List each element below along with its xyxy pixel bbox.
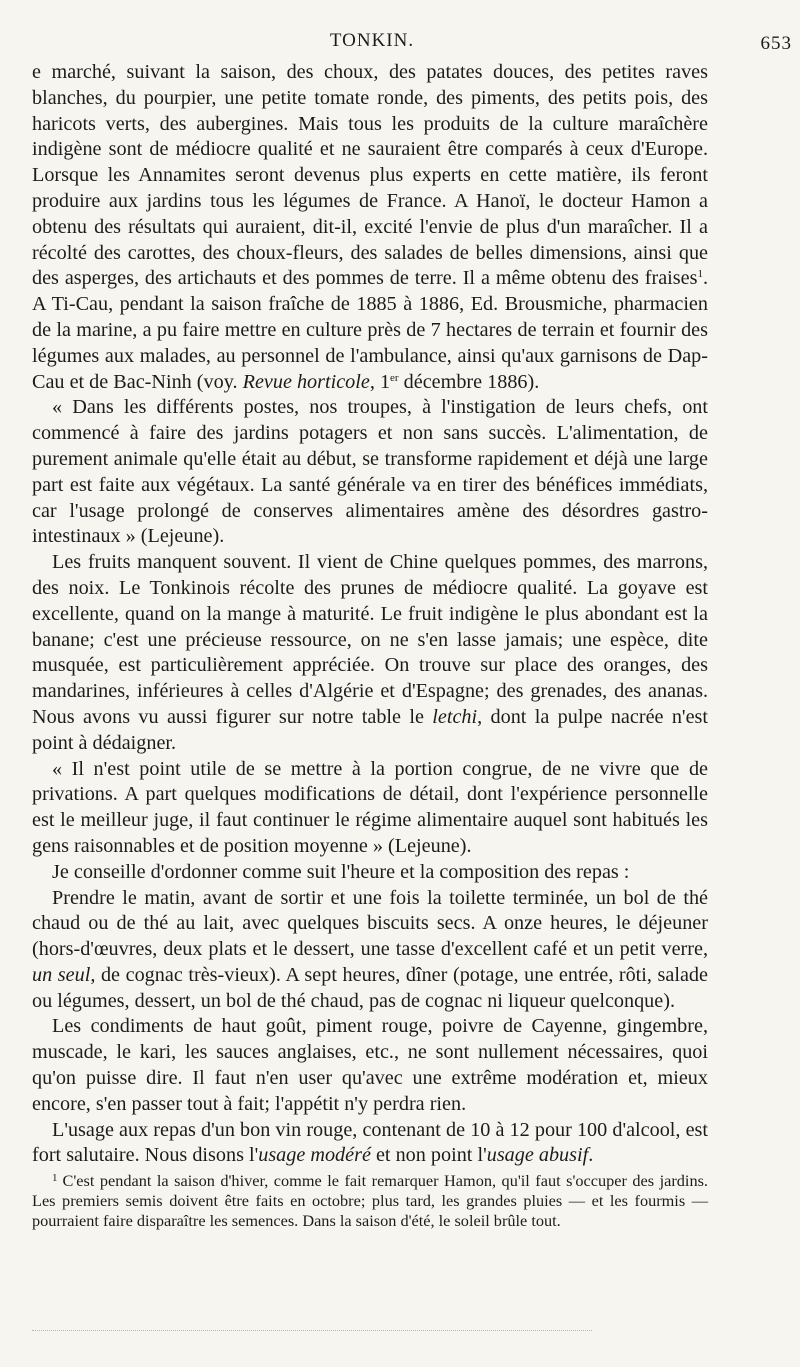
- italic-text: un seul: [32, 963, 91, 986]
- footnote: [32, 1169, 712, 1230]
- text-run: L'usage aux repas d'un bon vin rouge, contenant de 10 à 12 pour 100 d'alcool, est fort salutaire. Nous disons l': [32, 1118, 708, 1167]
- running-head: [32, 30, 792, 60]
- superscript: er: [390, 371, 399, 384]
- footnote-marker: 1: [52, 1172, 58, 1185]
- text-run: Les fruits manquent souvent. Il vient de Chine quelques pommes, des marrons, des noix. Le Tonkinois récolte des prunes de médiocre qualité. La goyave est excellente, quand on la mange à maturité. Le fruit indigène le plus abondant est la banane; c'est une précieuse ressource, on ne s'en lasse jamais; une espèce, dite musquée, est particulièrement appréciée. On trouve sur place des oranges, des mandarines, inférieures à celles d'Algérie et d'Espagne; des grenades, des ananas. Nous avons vu aussi figurer sur notre table le: [32, 551, 708, 728]
- page-number: 653: [760, 33, 792, 54]
- text-run: , de cognac très-vieux). A sept heures, dîner (potage, une entrée, rôti, salade ou légumes, dessert, un bol de thé chaud, pas de cognac ni liqueur quelconque).: [32, 963, 708, 1012]
- text-run: décembre 1886).: [398, 370, 540, 393]
- text-run: , 1: [369, 370, 391, 393]
- body-text: [32, 60, 708, 1169]
- body-paragraph: [32, 395, 708, 550]
- body-paragraph: [32, 60, 708, 395]
- italic-text: Revue horticole: [242, 370, 370, 393]
- running-title: TONKIN.: [329, 30, 415, 51]
- text-run: « Dans les différents postes, nos troupes, à l'instigation de leurs chefs, ont commencé à faire des jardins potagers et non sans succès. L'alimentation, de purement animale qu'elle était au début, se transforme rapidement et déjà une large part est faite aux végétaux. La santé générale va en tirer des bénéfices immédiats, car l'usage prolongé de conserves alimentaires amène des désordres gastro-intestinaux » (Lejeune).: [32, 396, 708, 548]
- text-run: « Il n'est point utile de se mettre à la portion congrue, de ne vivre que de privations. A part quelques modifications de détail, dont l'expérience personnelle est le meilleur juge, il faut continuer le régime alimentaire auquel sont habitués les gens raisonnables et de position moyenne » (Lejeune).: [32, 757, 708, 857]
- footnote-text: C'est pendant la saison d'hiver, comme le fait remarquer Hamon, qu'il faut s'occuper des jardins. Les premiers semis doivent être faits en octobre; plus tard, les grandes pluies — et les fourmis — pourraient faire disparaître les semences. Dans la saison d'été, le soleil brûle tout.: [32, 1171, 708, 1230]
- body-paragraph: [32, 1118, 708, 1170]
- text-run: .: [588, 1144, 594, 1167]
- text-run: e marché, suivant la saison, des choux, des patates douces, des petites raves blanches, du pourpier, une petite tomate ronde, des piments, des petits pois, des haricots verts, des aubergines. Mais tous les produits de la culture maraîchère indigène sont de médiocre qualité et ne sauraient être comparés à ceux d'Europe. Lorsque les Annamites seront devenus plus experts en cette matière, ils feront produire aux jardins tous les légumes de France. A Hanoï, le docteur Hamon a obtenu des résultats qui auraient, dit-il, excité l'envie de plus d'un maraîcher. Il a récolté des carottes, des choux-fleurs, des salades de belles dimensions, ainsi que des asperges, des artichauts et des pommes de terre. Il a même obtenu des fraises: [32, 61, 708, 290]
- body-paragraph: [32, 757, 708, 860]
- footnote-paragraph: [32, 1169, 708, 1230]
- superscript: 1: [697, 268, 703, 281]
- body-paragraph: [32, 886, 708, 1015]
- italic-text: usage modéré: [258, 1144, 371, 1167]
- body-paragraph: [32, 550, 708, 756]
- italic-text: usage abusif: [486, 1144, 589, 1167]
- text-run: , dont la pulpe nacrée n'est point à dédaigner.: [32, 705, 708, 754]
- text-run: et non point l': [370, 1144, 487, 1167]
- text-run: . A Ti-Cau, pendant la saison fraîche de 1885 à 1886, Ed. Brousmiche, pharmacien de la marine, a pu faire mettre en culture près de 7 hectares de terrain et fournir des légumes aux malades, au personnel de l'ambulance, ainsi qu'aux garnisons de Dap-Cau et de Bac-Ninh (voy.: [32, 267, 708, 393]
- italic-text: letchi: [432, 705, 478, 728]
- text-run: Les condiments de haut goût, piment rouge, poivre de Cayenne, gingembre, muscade, le kari, les sauces anglaises, etc., ne sont nullement nécessaires, quoi qu'on puisse dire. Il faut n'en user qu'avec une extrême modération et, mieux encore, s'en passer tout à fait; l'appétit n'y perdra rien.: [32, 1015, 708, 1115]
- body-paragraph: [32, 1014, 708, 1117]
- text-run: Je conseille d'ordonner comme suit l'heure et la composition des repas :: [52, 860, 630, 883]
- bottom-dotted-rule: [32, 1330, 592, 1331]
- body-paragraph: [32, 860, 708, 886]
- text-run: Prendre le matin, avant de sortir et une fois la toilette terminée, un bol de thé chaud ou de thé au lait, avec quelques biscuits secs. A onze heures, le déjeuner (hors-d'œuvres, deux plats et le dessert, une tasse d'excellent café et un petit verre,: [32, 886, 708, 961]
